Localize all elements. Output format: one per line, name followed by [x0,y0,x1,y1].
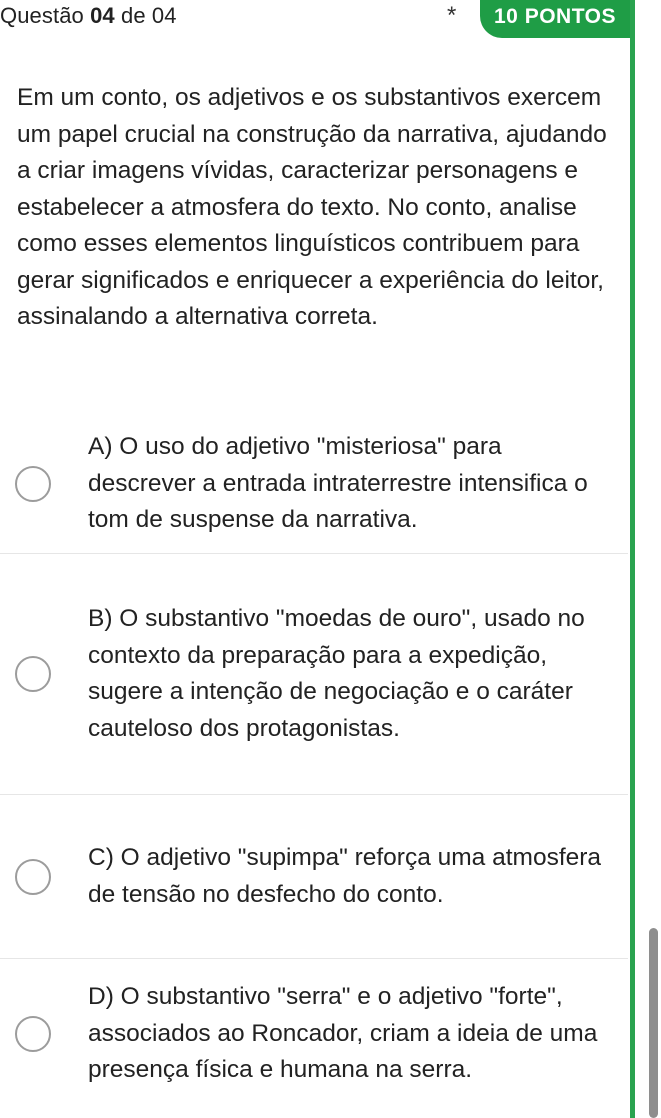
option-a-radio-cell [0,466,88,502]
card-accent-rail [630,0,635,1118]
question-counter [0,3,177,29]
points-badge: 10 PONTOS [480,0,630,38]
option-c[interactable] [0,795,628,959]
option-b[interactable] [0,554,628,795]
question-header [0,0,661,40]
question-counter-prefix: Questão [0,3,91,28]
option-c-radio-cell [0,859,88,895]
question-counter-current: 04 [90,3,115,28]
option-a[interactable] [0,415,628,554]
option-d-radio-cell [0,1016,88,1052]
question-text: Em um conto, os adjetivos e os substantivos exercem um papel crucial na construção da narrativa, ajudando a criar imagens vívidas, caracterizar personagens e estabelecer a atmosfera do texto. No conto, analise como esses elementos linguísticos contribuem para gerar significados e enriquecer a experiência do leitor, assinalando a alternativa correta. [17,84,607,330]
option-d[interactable] [0,959,628,1109]
answer-options [0,415,628,1109]
option-c-label[interactable]: C) O adjetivo "supimpa" reforça uma atmosfera de tensão no desfecho do conto. [88,844,602,908]
option-b-radio-cell [0,656,88,692]
question-counter-suffix: de 04 [114,3,177,28]
option-a-radio[interactable] [15,466,51,502]
required-marker: * [447,2,457,29]
option-b-radio[interactable] [15,656,51,692]
option-c-radio[interactable] [15,859,51,895]
option-a-label[interactable]: A) O uso do adjetivo "misteriosa" para descrever a entrada intraterrestre intensifica o tom de suspense da narrativa. [88,433,588,534]
option-b-label[interactable]: B) O substantivo "moedas de ouro", usado no contexto da preparação para a expedição, sugere a intenção de negociação e o caráter cauteloso dos protagonistas. [88,605,585,742]
option-d-label[interactable]: D) O substantivo "serra" e o adjetivo "forte", associados ao Roncador, criam a ideia de uma presença física e humana na serra. [88,983,598,1084]
scrollbar-thumb[interactable] [649,928,658,1118]
option-d-radio[interactable] [15,1016,51,1052]
